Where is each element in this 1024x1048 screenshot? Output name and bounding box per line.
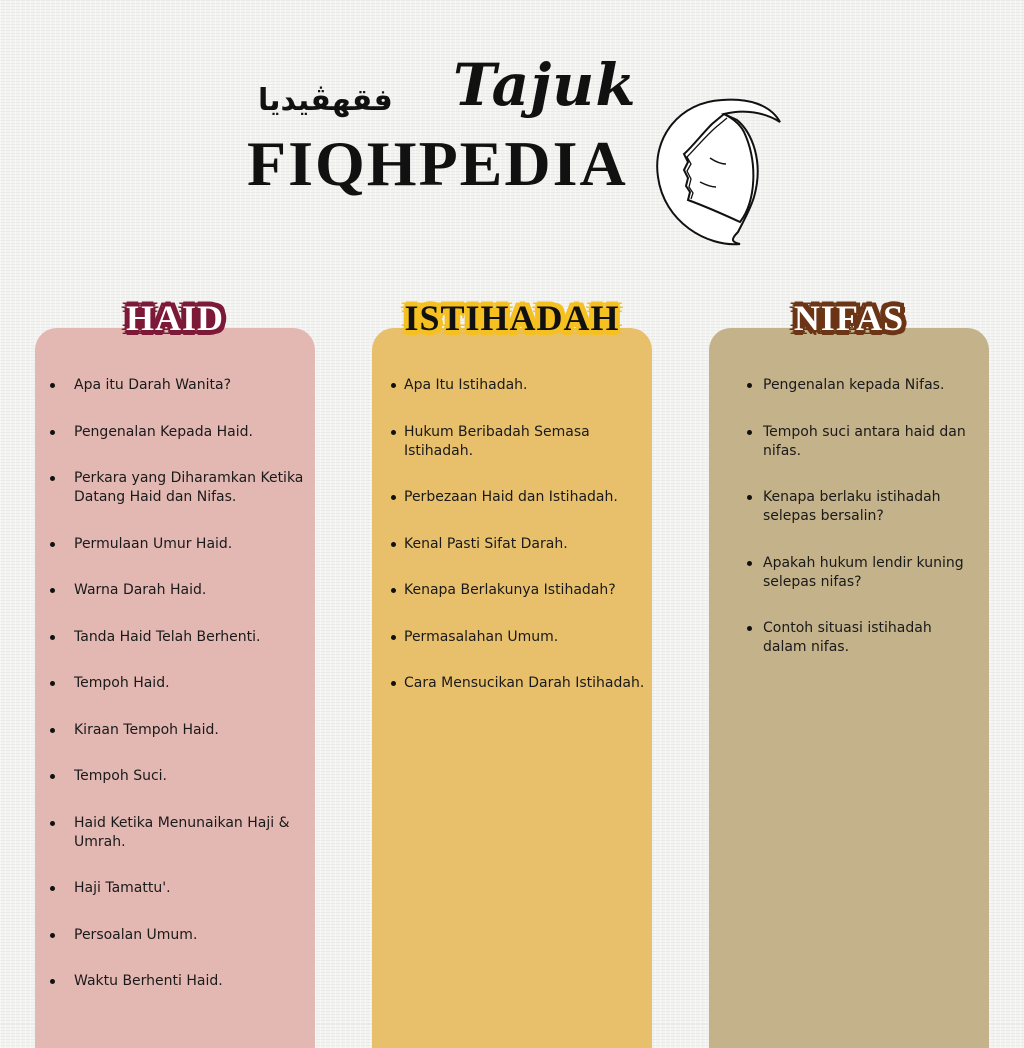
istihadah-title: ISTIHADAH [404,298,620,338]
list-item: Apakah hukum lendir kuning selepas nifas? [763,554,978,592]
bullet-icon [391,542,396,547]
list-item: Apa itu Darah Wanita? [74,376,314,395]
list-item: Pengenalan Kepada Haid. [74,423,314,442]
bullet-icon [747,430,752,435]
list-item: Contoh situasi istihadah dalam nifas. [763,619,978,657]
bullet-icon [391,383,396,388]
list-item: Permulaan Umur Haid. [74,535,314,554]
list-item: Permasalahan Umum. [404,628,649,647]
bullet-icon [50,542,55,547]
bullet-icon [50,383,55,388]
list-item: Perbezaan Haid dan Istihadah. [404,488,649,507]
bullet-icon [50,728,55,733]
bullet-icon [747,561,752,566]
bullet-icon [50,681,55,686]
list-item: Kenal Pasti Sifat Darah. [404,535,649,554]
haid-title: HAID [125,298,224,338]
bullet-icon [391,588,396,593]
bullet-icon [50,476,55,481]
list-item: Tempoh Haid. [74,674,314,693]
list-item: Apa Itu Istihadah. [404,376,649,395]
bullet-icon [391,635,396,640]
bullet-icon [50,430,55,435]
list-item: Kiraan Tempoh Haid. [74,721,314,740]
bullet-icon [50,933,55,938]
nifas-title: NIFAS [793,298,905,338]
list-item: Tempoh Suci. [74,767,314,786]
list-item: Haji Tamattu'. [74,879,314,898]
crescent-moon-woman-profile-icon [652,92,787,247]
bullet-icon [50,979,55,984]
tajuk-heading: Tajuk [453,51,637,119]
bullet-icon [50,821,55,826]
list-item: Kenapa berlaku istihadah selepas bersalin? [763,488,978,526]
haid-topic-list [74,376,314,1019]
bullet-icon [391,681,396,686]
nifas-topic-list [763,376,978,685]
list-item: Persoalan Umum. [74,926,314,945]
list-item: Cara Mensucikan Darah Istihadah. [404,674,649,693]
bullet-icon [391,495,396,500]
list-item: Tempoh suci antara haid dan nifas. [763,423,978,461]
list-item: Pengenalan kepada Nifas. [763,376,978,395]
bullet-icon [50,588,55,593]
brand-title: FIQHPEDIA [247,128,628,199]
bullet-icon [50,635,55,640]
list-item: Tanda Haid Telah Berhenti. [74,628,314,647]
bullet-icon [50,774,55,779]
bullet-icon [747,495,752,500]
list-item: Warna Darah Haid. [74,581,314,600]
list-item: Haid Ketika Menunaikan Haji & Umrah. [74,814,314,852]
bullet-icon [391,430,396,435]
list-item: Perkara yang Diharamkan Ketika Datang Haid dan Nifas. [74,469,314,507]
header [0,0,1024,260]
bullet-icon [50,886,55,891]
list-item: Hukum Beribadah Semasa Istihadah. [404,423,649,461]
istihadah-topic-list [404,376,649,721]
list-item: Kenapa Berlakunya Istihadah? [404,581,649,600]
jawi-brand-text: فقهڤيديا [258,83,393,118]
bullet-icon [747,626,752,631]
bullet-icon [747,383,752,388]
list-item: Waktu Berhenti Haid. [74,972,314,991]
